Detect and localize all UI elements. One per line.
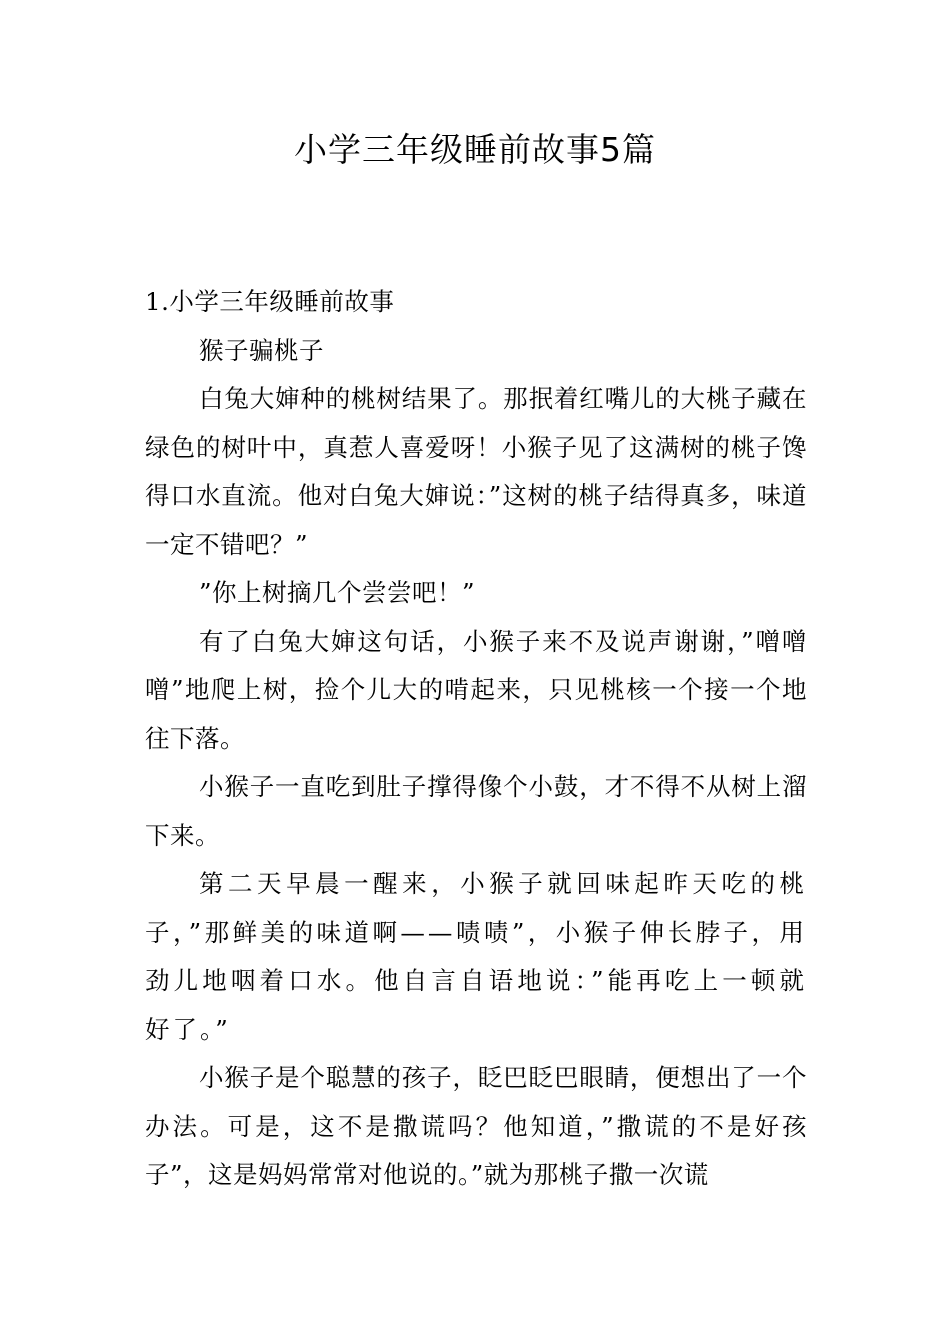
paragraph-1: 白兔大婶种的桃树结果了。那抿着红嘴儿的大桃子藏在绿色的树叶中，真惹人喜爱呀！小猴子见了这满树的桃子馋得口水直流。他对白兔大婶说：”这树的桃子结得真多，味道一定不错吧？” [145, 384, 807, 559]
story-title: 猴子骗桃子 [199, 335, 324, 365]
paragraph-6: 小猴子是个聪慧的孩子，眨巴眨巴眼睛，便想出了一个办法。可是，这不是撒谎吗？他知道，”撒谎的不是好孩子”，这是妈妈常常对他说的。”就为那桃子撒一次谎 [145, 1063, 807, 1189]
paragraph-5: 第二天早晨一醒来，小猴子就回味起昨天吃的桃子，”那鲜美的味道啊——啧啧”，小猴子伸长脖子，用劲儿地咽着口水。他自言自语地说：”能再吃上一顿就好了。” [145, 869, 807, 1044]
paragraph-2: ”你上树摘几个尝尝吧！” [199, 578, 476, 607]
section-heading: 1.小学三年级睡前故事 [145, 287, 395, 316]
paragraph-3: 有了白兔大婶这句话，小猴子来不及说声谢谢，”噌噌噌”地爬上树，捡个儿大的啃起来，只见桃核一个接一个地往下落。 [145, 626, 807, 753]
document-body [145, 278, 807, 1200]
paragraph-4: 小猴子一直吃到肚子撑得像个小鼓，才不得不从树上溜下来。 [145, 772, 807, 850]
document-title: 小学三年级睡前故事5篇 [294, 130, 656, 169]
